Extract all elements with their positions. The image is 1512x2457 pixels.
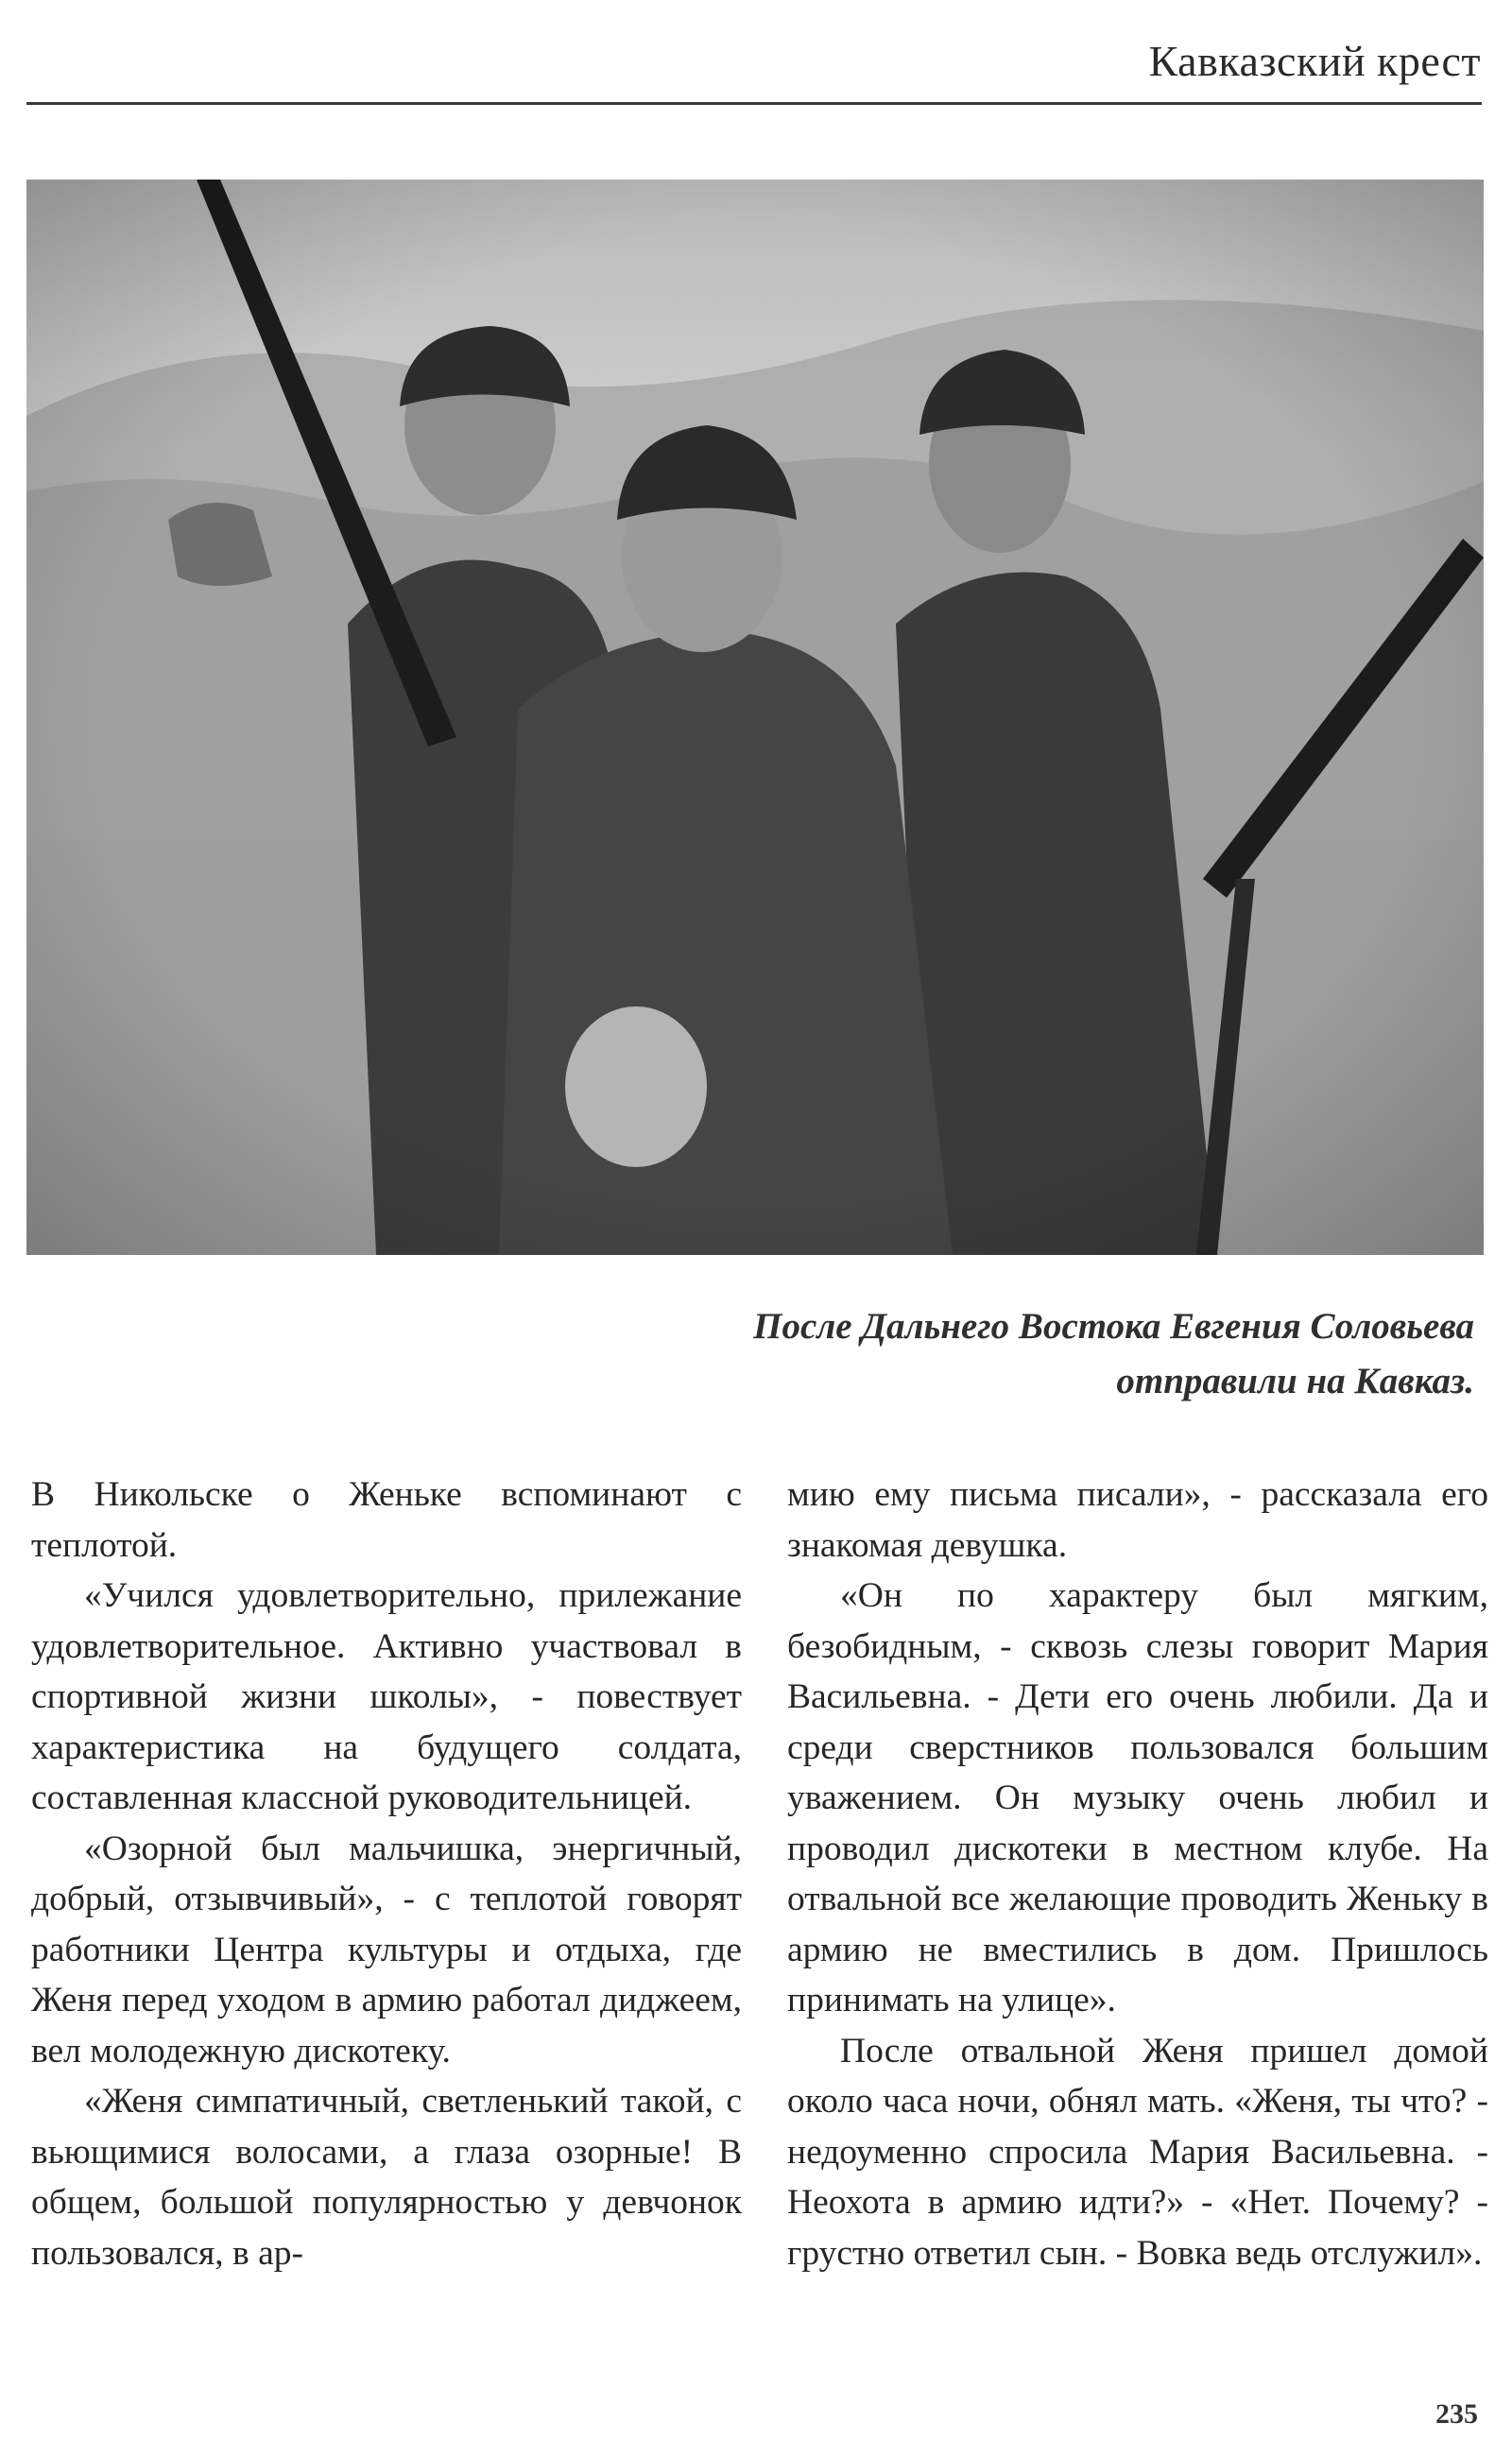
text-column-right <box>787 1469 1488 2278</box>
paragraph: «Озорной был мальчишка, энергичный, добрый, отзывчивый», - с теплотой говорят работники Центра культуры и отдыха, где Женя перед уходом в армию работал диджеем, вел молодежную дискотеку. <box>31 1829 742 2070</box>
paragraph: «Женя симпатичный, светленький такой, с вьющимися волосами, а глаза озорные! В общем, большой популярностью у девчонок пользовался, в ар- <box>31 2082 742 2273</box>
paragraph: В Никольске о Женьке вспоминают с теплотой. <box>31 1475 742 1565</box>
caption-line-2: отправили на Кавказ. <box>1116 1361 1474 1401</box>
photo-image <box>26 180 1484 1255</box>
paragraph: «Он по характеру был мягким, безобидным, - сквозь слезы говорит Мария Васильевна. - Дети его очень любили. Да и среди сверстников пользовался большим уважением. Он музыку очень любил и проводил дискотеки в местном клубе. На отвальной все желающие проводить Женьку в армию не вместились в дом. Пришлось принимать на улице». <box>787 1576 1488 2019</box>
text-column-left <box>31 1469 742 2278</box>
page-number: 235 <box>1435 2398 1478 2430</box>
photo-three-soldiers <box>26 180 1484 1255</box>
header-rule <box>26 102 1482 105</box>
paragraph: мию ему письма писали», - рассказала его знакомая девушка. <box>787 1475 1488 1565</box>
paragraph: После отвальной Женя пришел домой около часа ночи, обнял мать. «Женя, ты что? - недоуменно спросила Мария Васильевна. - Неохота в армию идти?» - «Нет. Почему? - грустно ответил сын. - Вовка ведь отслужил». <box>787 2031 1488 2273</box>
caption-line-1: После Дальнего Востока Евгения Соловьева <box>753 1306 1474 1347</box>
photo-caption <box>529 1299 1474 1409</box>
running-head: Кавказский крест <box>1148 37 1481 85</box>
paragraph: «Учился удовлетворительно, прилежание удовлетворительное. Активно участвовал в спортивной жизни школы», - повествует характеристика на будущего солдата, составленная классной руководительницей. <box>31 1576 742 1817</box>
